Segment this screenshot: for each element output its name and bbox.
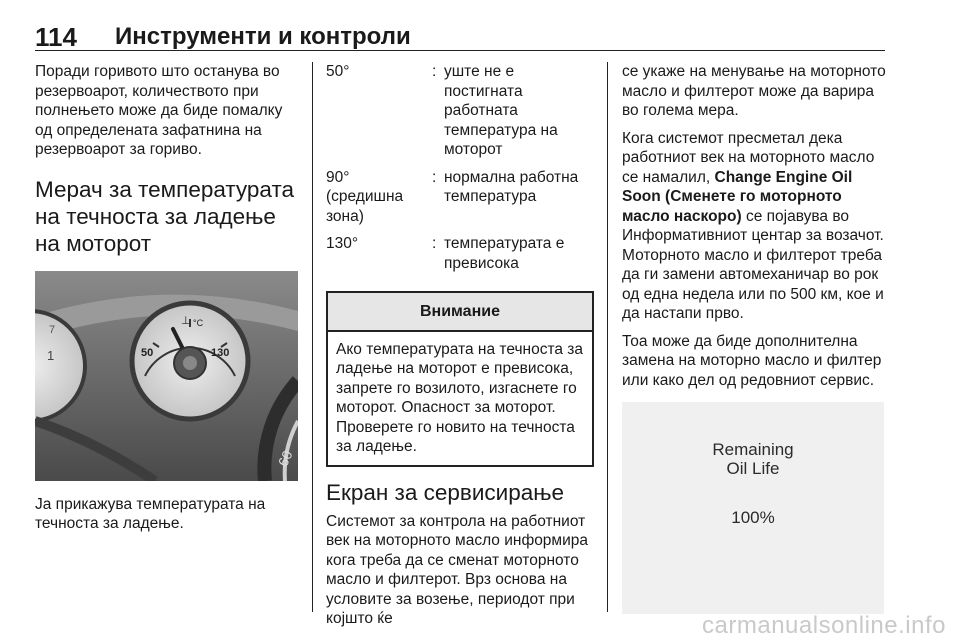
warning-title: Внимание <box>328 293 592 332</box>
oil-paragraph-3: Тоа може да биде дополнителна замена на моторно масло и филтер или како дел од редовниот сервис. <box>622 332 882 389</box>
gauge-caption: Ја прикажува температурата на течноста за ладење. <box>35 495 266 532</box>
coolant-gauge-photo <box>35 271 298 481</box>
temperature-table <box>326 62 594 281</box>
temperature-value: 130° <box>326 235 359 252</box>
column-left <box>35 62 297 542</box>
column-middle <box>326 62 594 637</box>
coolant-temperature-icon: ⊥ <box>181 314 191 327</box>
warning-text: Ако температурата на течноста за ладење на моторот е превисока, запрете го возилото, изгаснете го моторот. Опасност за моторот. Проверете го новито на течноста за ладење. <box>336 340 584 455</box>
temperature-description: нормална работна температура <box>444 168 579 205</box>
oil-life-value: 100% <box>731 508 775 527</box>
oil-paragraph-2: Кога системот пресметал дека работниот век на моторното масло се намалил, Change Engine Oil Soon (Сменете го моторното масло наскоро) се појавува во Информативниот центар за возачот. Моторното масло и филтерот треба да ги замени автомеханичар во рок од една недела или по 500 км, кое и да настапи прво. <box>622 129 884 322</box>
temperature-row: 90° (средишна зона) : нормална работна температура <box>326 168 594 235</box>
gauge-label-60: 60 <box>274 447 296 469</box>
change-oil-message: Change Engine Oil Soon (Сменете го моторното масло наскоро) <box>622 168 853 225</box>
page-number: 114 <box>35 22 77 52</box>
gauge-label-1: 1 <box>47 347 55 363</box>
page-title: Инструменти и контроли <box>115 23 411 50</box>
gauge-label-7: 7 <box>49 323 56 336</box>
section-heading-service-display: Екран за сервисирање <box>326 479 565 505</box>
section-heading-coolant-gauge: Мерач за температурата на течноста за ладење на моторот <box>35 176 295 256</box>
temperature-value: 90° (средишна зона) <box>326 168 404 225</box>
gauge-label-130: 130 <box>211 346 230 359</box>
temperature-description: температурата е превисока <box>444 235 565 272</box>
intro-paragraph: Поради горивото што останува во резервоарот, количеството при полнењето може да биде помалку од определената зафатнина на резервоарот за гориво. <box>35 63 283 158</box>
service-paragraph: Системот за контрола на работниот век на моторното масло информира кога треба да се сменат моторното масло и филтерот. Врз основа на условите за возење, периодот при којшто ќе <box>326 512 588 627</box>
warning-box <box>326 291 594 467</box>
watermark: carmanualsonline.info <box>702 612 946 639</box>
temperature-description: уште не е постигната работната температура на моторот <box>444 63 558 158</box>
oil-life-title: Remaining Oil Life <box>712 440 794 478</box>
oil-paragraph-1: се укаже на менувањe на моторното масло и филтерот може да варира во голема мера. <box>622 63 886 119</box>
temperature-value: 50° <box>326 63 350 80</box>
column-divider <box>607 62 608 612</box>
temperature-row: 50° : уште не е постигната работната температура на моторот <box>326 62 594 168</box>
gauge-label-c: °C <box>193 317 204 328</box>
temperature-row: 130° : температурата е превисока <box>326 234 594 281</box>
page-header <box>35 14 885 51</box>
gauge-label-50: 50 <box>141 346 154 359</box>
coolant-gauge-illustration <box>35 271 298 481</box>
column-divider <box>312 62 313 612</box>
column-right <box>622 62 890 614</box>
oil-life-display <box>622 402 884 614</box>
